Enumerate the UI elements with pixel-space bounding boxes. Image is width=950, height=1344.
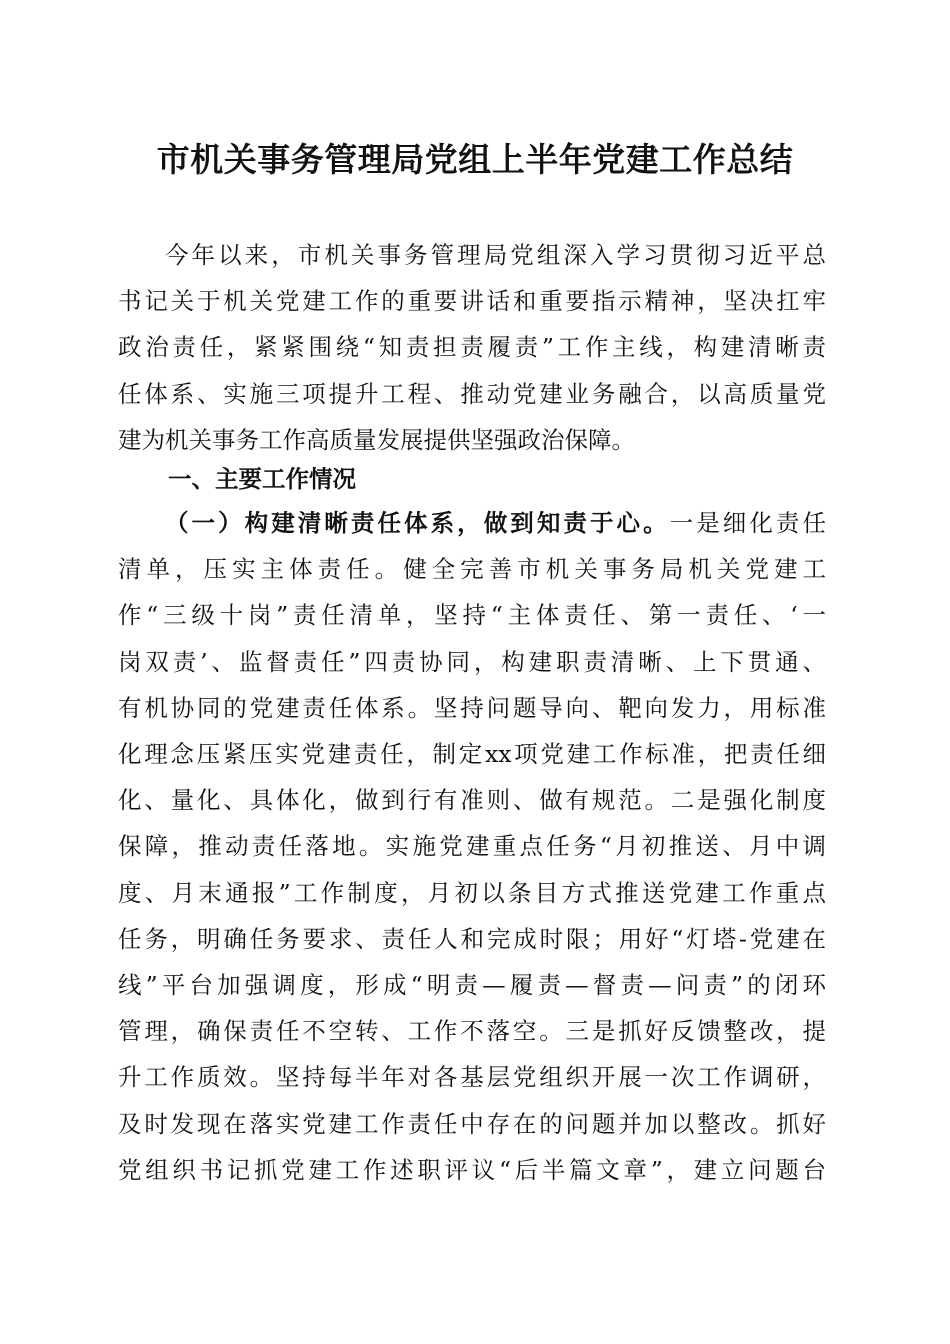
intro-paragraph	[118, 232, 826, 463]
paragraph-first-line	[118, 500, 826, 546]
intro-line: 书记关于机关党建工作的重要讲话和重要指示精神，坚决扛牢	[118, 287, 826, 316]
paragraph-line: 度、月末通报”工作制度，月初以条目方式推送党建工作重点	[118, 878, 826, 907]
intro-line-last: 建为机关事务工作高质量发展提供坚强政治保障。	[118, 425, 635, 454]
paragraph-line: 管理，确保责任不空转、工作不落空。三是抓好反馈整改，提	[118, 1017, 826, 1046]
paragraph-text: 一是细化责任	[669, 509, 826, 537]
paragraph-line: 有机协同的党建责任体系。坚持问题导向、靶向发力，用标准	[118, 693, 826, 722]
paragraph-line: 升工作质效。坚持每半年对各基层党组织开展一次工作调研，	[118, 1063, 826, 1092]
paragraph-line: 岗双责’、监督责任”四责协同，构建职责清晰、上下贯通、	[118, 647, 826, 676]
intro-line: 今年以来，市机关事务管理局党组深入学习贯彻习近平总	[165, 241, 826, 269]
paragraph-line: 及时发现在落实党建工作责任中存在的问题并加以整改。抓好	[118, 1109, 826, 1138]
section-1-paragraph-1	[118, 500, 826, 1193]
paragraph-line: 作“三级十岗”责任清单，坚持“主体责任、第一责任、‘一	[118, 601, 826, 630]
paragraph-line: 保障，推动责任落地。实施党建重点任务“月初推送、月中调	[118, 832, 826, 861]
paragraph-line: 党组织书记抓党建工作述职评议“后半篇文章”，建立问题台	[118, 1155, 826, 1184]
intro-line: 政治责任，紧紧围绕“知责担责履责”工作主线，构建清晰责	[118, 333, 826, 362]
paragraph-line: 任务，明确任务要求、责任人和完成时限；用好“灯塔-党建在	[118, 924, 826, 953]
paragraph-line: 清单，压实主体责任。健全完善市机关事务局机关党建工	[118, 555, 826, 584]
document-title: 市机关事务管理局党组上半年党建工作总结	[156, 140, 794, 179]
paragraph-line: 化理念压紧压实党建责任，制定xx项党建工作标准，把责任细	[118, 740, 826, 769]
section-heading: 一、主要工作情况	[168, 465, 356, 493]
paragraph-line: 化、量化、具体化，做到行有准则、做有规范。二是强化制度	[118, 786, 826, 815]
intro-line: 任体系、实施三项提升工程、推动党建业务融合，以高质量党	[118, 379, 826, 408]
paragraph-line: 线”平台加强调度，形成“明责—履责—督责—问责”的闭环	[118, 971, 826, 1000]
subsection-heading: （一）构建清晰责任体系，做到知责于心。	[165, 509, 670, 537]
